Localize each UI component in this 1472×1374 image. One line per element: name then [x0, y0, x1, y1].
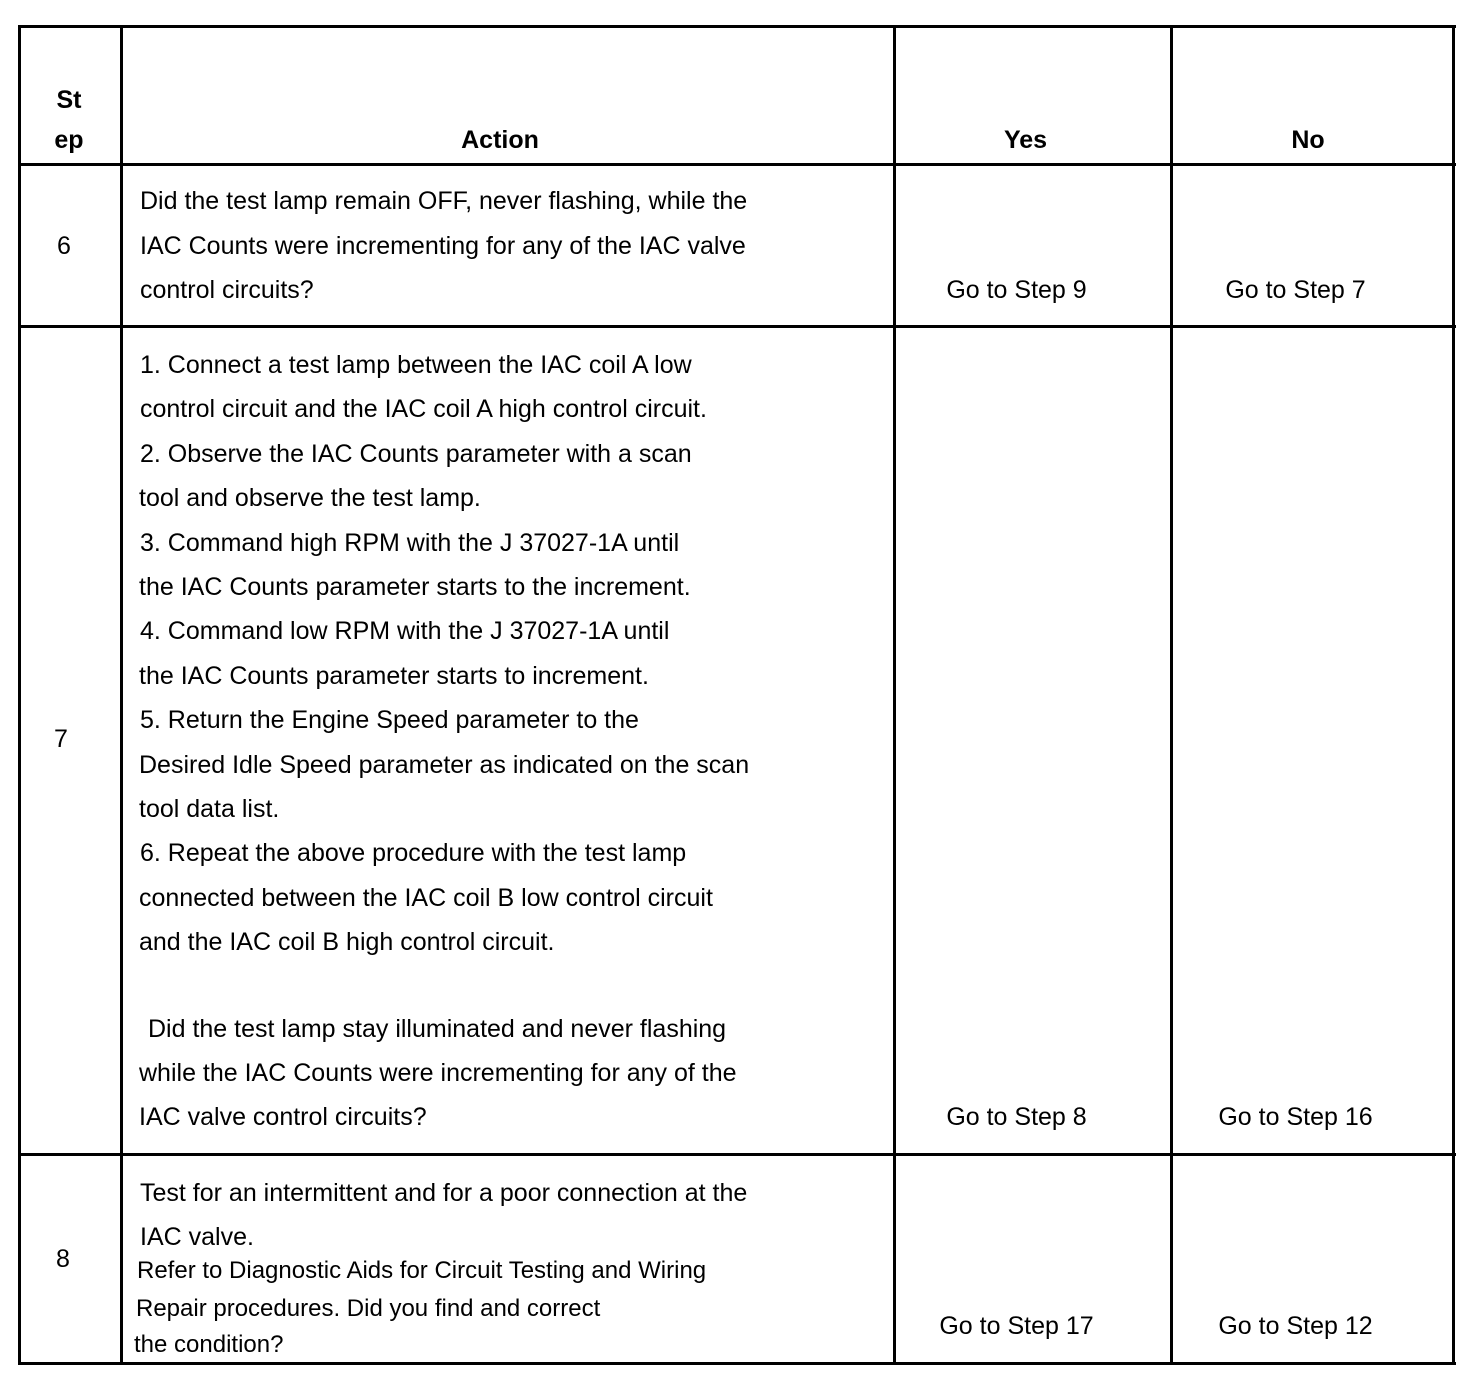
row7-action-line: 1. Connect a test lamp between the IAC coil A low — [140, 351, 692, 379]
row6-step: 6 — [57, 232, 71, 260]
row8-yes: Go to Step 17 — [939, 1312, 1094, 1340]
border-action-yes — [893, 25, 896, 1365]
row7-action-line: 4. Command low RPM with the J 37027-1A until — [140, 617, 670, 645]
row8-action-line: the condition? — [134, 1331, 284, 1358]
row7-action-line: the IAC Counts parameter starts to the increment. — [139, 573, 691, 601]
row7-action-line: tool data list. — [139, 795, 280, 823]
row7-action-line: tool and observe the test lamp. — [139, 484, 481, 512]
row7-action-line: control circuit and the IAC coil A high control circuit. — [140, 395, 707, 423]
row7-yes: Go to Step 8 — [946, 1103, 1087, 1131]
header-action: Action — [461, 126, 539, 154]
row7-action-line: the IAC Counts parameter starts to increment. — [139, 662, 649, 690]
border-row7-bottom — [18, 1153, 1456, 1156]
row6-action-line: Did the test lamp remain OFF, never flashing, while the — [140, 187, 748, 215]
row8-action-line: Test for an intermittent and for a poor connection at the — [140, 1179, 748, 1207]
border-yes-no — [1170, 25, 1173, 1365]
row7-action-line: Did the test lamp stay illuminated and never flashing — [148, 1015, 727, 1043]
row7-action-line: and the IAC coil B high control circuit. — [139, 928, 555, 956]
row7-action-line: IAC valve control circuits? — [139, 1103, 427, 1131]
row7-action-line: 3. Command high RPM with the J 37027-1A until — [140, 529, 680, 557]
header-step-line1: St — [56, 86, 82, 114]
header-step-line2: ep — [54, 126, 84, 154]
row6-yes: Go to Step 9 — [946, 276, 1087, 304]
row7-step: 7 — [54, 725, 68, 753]
row6-no: Go to Step 7 — [1225, 276, 1366, 304]
border-row6-bottom — [18, 325, 1456, 328]
border-header-bottom — [18, 163, 1456, 166]
row6-action-line: IAC Counts were incrementing for any of the IAC valve — [140, 232, 746, 260]
border-step-action — [120, 25, 123, 1365]
row7-action-line: Desired Idle Speed parameter as indicated on the scan — [139, 751, 750, 779]
row8-action-line: Refer to Diagnostic Aids for Circuit Testing and Wiring — [137, 1257, 707, 1284]
row7-action-line: 2. Observe the IAC Counts parameter with a scan — [140, 440, 692, 468]
border-left — [18, 25, 21, 1365]
row7-action-line: 5. Return the Engine Speed parameter to the — [140, 706, 639, 734]
border-top — [18, 25, 1456, 28]
row7-no: Go to Step 16 — [1218, 1103, 1373, 1131]
row8-no: Go to Step 12 — [1218, 1312, 1373, 1340]
header-no: No — [1291, 126, 1325, 154]
border-right — [1452, 25, 1455, 1365]
diagnostic-table — [18, 25, 1456, 1365]
row8-step: 8 — [56, 1245, 70, 1273]
header-yes: Yes — [1003, 126, 1048, 154]
row6-action-line: control circuits? — [140, 276, 314, 304]
border-bottom — [18, 1362, 1456, 1365]
row8-action-line: Repair procedures. Did you find and correct — [136, 1295, 601, 1322]
row7-action-line: connected between the IAC coil B low control circuit — [139, 884, 713, 912]
row7-action-line: while the IAC Counts were incrementing for any of the — [139, 1059, 737, 1087]
row7-action-line: 6. Repeat the above procedure with the test lamp — [140, 839, 687, 867]
row8-action-line: IAC valve. — [140, 1223, 254, 1251]
